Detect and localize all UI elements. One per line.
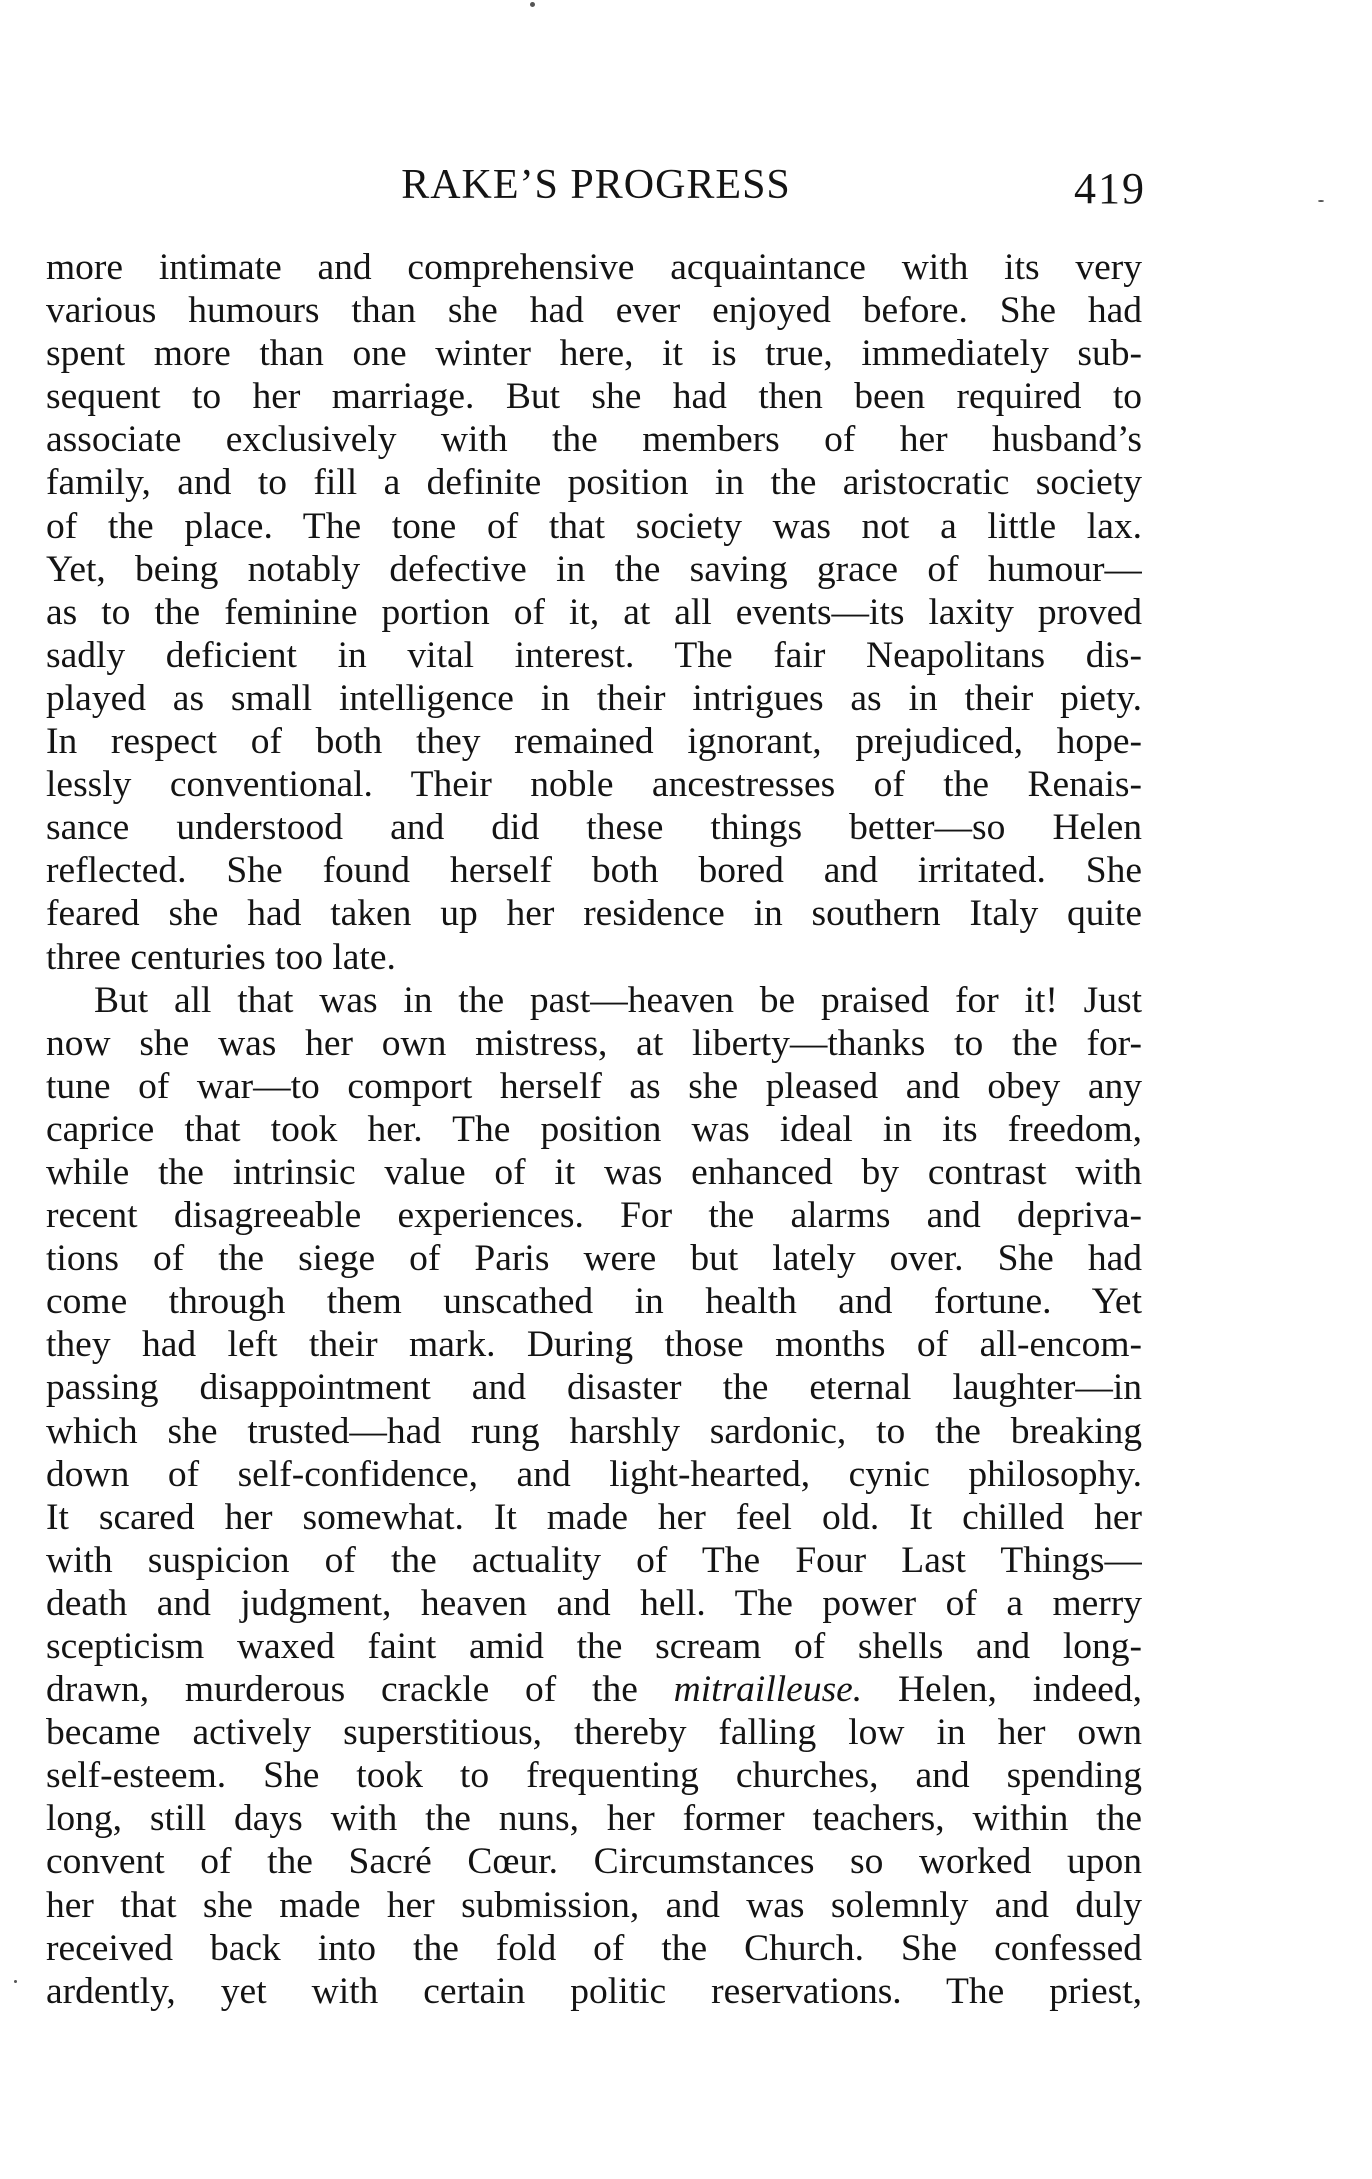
text-line: became actively superstitious, thereby falling low in her own — [46, 1712, 1142, 1754]
page-number: 419 — [1074, 164, 1146, 213]
scan-speck — [1318, 200, 1324, 202]
body-text — [46, 246, 1142, 2013]
scan-speck — [14, 1980, 17, 1983]
text-line: It scared her somewhat. It made her feel old. It chilled her — [46, 1496, 1142, 1538]
text-line: recent disagreeable experiences. For the alarms and depriva- — [46, 1195, 1142, 1237]
text-line: caprice that took her. The position was ideal in its freedom, — [46, 1108, 1142, 1150]
text-line: tune of war—to comport herself as she pleased and obey any — [46, 1065, 1142, 1107]
text-line: tions of the siege of Paris were but lately over. She had — [46, 1238, 1142, 1280]
text-line: Yet, being notably defective in the saving grace of humour— — [46, 548, 1142, 590]
text-line: long, still days with the nuns, her former teachers, within the — [46, 1798, 1142, 1840]
text-line: lessly conventional. Their noble ancestresses of the Renais- — [46, 764, 1142, 806]
text-line: her that she made her submission, and was solemnly and duly — [46, 1884, 1142, 1926]
text-line: more intimate and comprehensive acquaintance with its very — [46, 247, 1142, 288]
scan-speck — [530, 2, 535, 7]
text-line: family, and to fill a definite position in the aristocratic society — [46, 462, 1142, 504]
running-title: RAKE’S PROGRESS — [401, 162, 791, 208]
text-line: received back into the fold of the Church. She confessed — [46, 1927, 1142, 1969]
text-line: various humours than she had ever enjoyed before. She had — [46, 290, 1142, 332]
text-line: now she was her own mistress, at liberty—thanks to the for- — [46, 1022, 1142, 1064]
text-line-with-italic — [46, 1668, 1142, 1711]
text-line: of the place. The tone of that society was not a little lax. — [46, 505, 1142, 547]
italic-term: mitrailleuse. — [673, 1669, 863, 1711]
paragraph-end-line: three centuries too late. — [46, 936, 396, 978]
text-line: sance understood and did these things better—so Helen — [46, 807, 1142, 849]
text-line: scepticism waxed faint amid the scream of shells and long- — [46, 1626, 1142, 1667]
text-line: reflected. She found herself both bored and irritated. She — [46, 850, 1142, 892]
running-head — [46, 160, 1146, 213]
text-line: played as small intelligence in their intrigues as in their piety. — [46, 677, 1142, 719]
text-line: feared she had taken up her residence in southern Italy quite — [46, 893, 1142, 935]
text-line: while the intrinsic value of it was enhanced by contrast with — [46, 1151, 1142, 1193]
text-line: convent of the Sacré Cœur. Circumstances so worked upon — [46, 1841, 1142, 1883]
text-line: In respect of both they remained ignorant, prejudiced, hope- — [46, 721, 1142, 763]
text-line: ardently, yet with certain politic reservations. The priest, — [46, 1970, 1142, 2012]
text-line: down of self-confidence, and light-hearted, cynic philosophy. — [46, 1453, 1142, 1495]
line-text: drawn, murderous crackle of the — [46, 1669, 638, 1711]
text-line: spent more than one winter here, it is true, immediately sub- — [46, 333, 1142, 375]
text-line: death and judgment, heaven and hell. The power of a merry — [46, 1582, 1142, 1624]
text-line: passing disappointment and disaster the eternal laughter—in — [46, 1367, 1142, 1409]
text-line: associate exclusively with the members of her husband’s — [46, 419, 1142, 461]
text-line: which she trusted—had rung harshly sardonic, to the breaking — [46, 1410, 1142, 1452]
text-line: sequent to her marriage. But she had then been required to — [46, 376, 1142, 418]
text-line: with suspicion of the actuality of The Four Last Things— — [46, 1539, 1142, 1581]
line-text-after: Helen, indeed, — [862, 1669, 1142, 1711]
paragraph-first-line: But all that was in the past—heaven be praised for it! Just — [94, 979, 1142, 1021]
text-line: they had left their mark. During those months of all-encom- — [46, 1324, 1142, 1366]
text-line: sadly deficient in vital interest. The fair Neapolitans dis- — [46, 634, 1142, 676]
text-line: self-esteem. She took to frequenting churches, and spending — [46, 1755, 1142, 1797]
text-line: as to the feminine portion of it, at all events—its laxity proved — [46, 591, 1142, 633]
text-line: come through them unscathed in health and fortune. Yet — [46, 1281, 1142, 1323]
